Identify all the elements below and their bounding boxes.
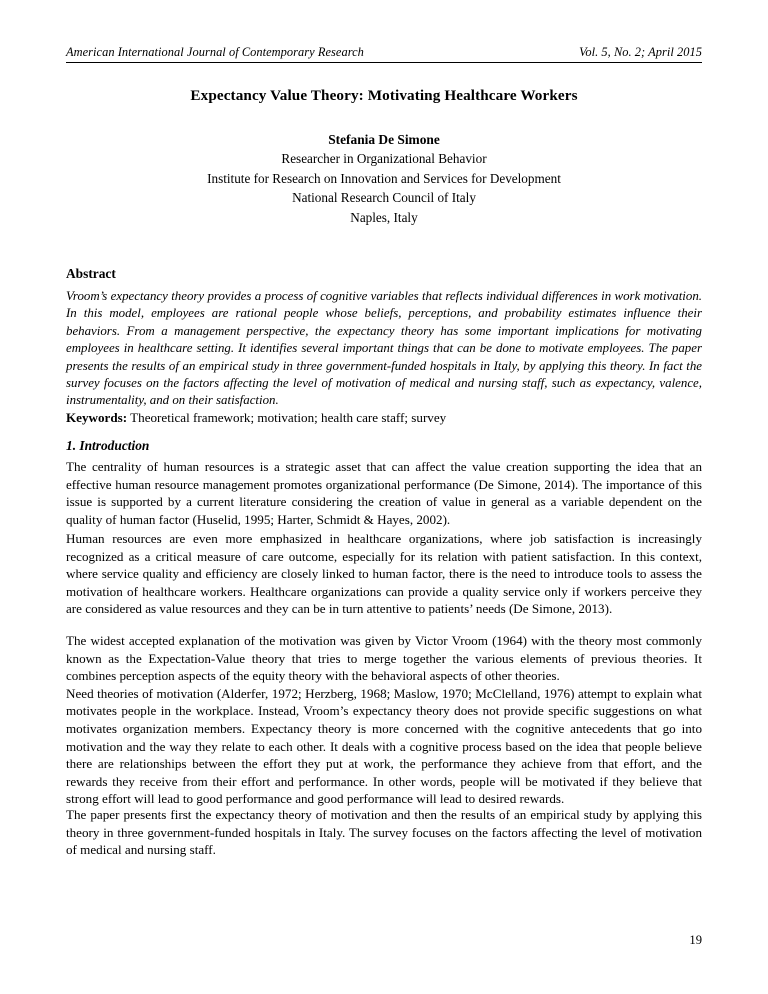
author-location: Naples, Italy [350,209,418,225]
keywords-line [66,409,702,427]
intro-paragraph-3 [66,632,702,808]
page-number: 19 [689,933,702,947]
author-name: Stefania De Simone [328,132,440,147]
paragraph-text: The centrality of human resources is a strategic asset that can affect the value creation supporting the idea that an effective human resource management promotes organizational performance (De Simone, 2014). The importance of this issue is supported by a current literature considering the creation of value in general as a variable dependent on the quality of human factor (Huselid, 1995; Harter, Schmidt & Hayes, 2002). [66,459,702,527]
author-organization: National Research Council of Italy [292,190,476,206]
abstract-heading: Abstract [66,266,116,281]
intro-paragraph-1 [66,458,702,528]
page-title: Expectancy Value Theory: Motivating Healthcare Workers [190,87,578,104]
running-head [66,45,702,63]
abstract-paragraph: Vroom’s expectancy theory provides a process of cognitive variables that reflects individual differences in work motivation. In this model, employees are rational people whose beliefs, perceptions, and probability estimates influence their behaviors. From a management perspective, the expectancy theory has some important implications for motivating employees in healthcare setting. It identifies several important things that can be done to motivate employees. The paper presents the results of an empirical study in three government-funded hospitals in Italy, by applying this theory. In fact the survey focuses on the factors affecting the level of motivation of medical and nursing staff, such as expectancy, valence, instrumentality, and on their satisfaction. [66,289,702,408]
paragraph-text: Human resources are even more emphasized in healthcare organizations, where job satisfaction is increasingly recognized as a critical measure of care outcome, especially for its relation with patient satisfaction. In this context, where service quality and efficiency are closely linked to human factor, there is the need to introduce tools to assess the motivation of healthcare workers. Healthcare organizations can provide a quality service only if workers perceive they are considered as value resources and they can be in turn attentive to patients’ needs (De Simone, 2013). [66,531,702,617]
intro-paragraph-2 [66,530,702,618]
keywords-value: Theoretical framework; motivation; health care staff; survey [127,410,447,425]
abstract-body [66,288,702,410]
author-block [66,130,702,227]
intro-paragraph-4 [66,806,702,859]
title-block [66,86,702,106]
paragraph-text: Need theories of motivation (Alderfer, 1972; Herzberg, 1968; Maslow, 1970; McClelland, 1976) attempt to explain what motivates people in the workplace. Instead, Vroom’s expectancy theory does not provide specific suggestions on what motivates organization members. Expectancy theory is more concerned with the cognitive antecedents that go into motivation and the way they relate to each other. It deals with a cognitive process based on the idea that people believe there are relationships between the effort they put at work, the performance they achieve from that effort, and the rewards they receive from their effort and performance. In other words, people will be motivated if they believe that strong effort will lead to good performance and good performance will lead to desired rewards. [66,685,702,807]
keywords-label: Keywords: [66,410,128,425]
section-heading-introduction: 1. Introduction [66,438,150,453]
author-institute: Institute for Research on Innovation and Services for Development [207,170,561,186]
keywords-paragraph [66,409,702,427]
paragraph-text: The widest accepted explanation of the motivation was given by Victor Vroom (1964) with the theory most commonly known as the Expectation-Value theory that tries to merge together the various elements of previous theories. It combines perception aspects of the equity theory with the behavioral aspects of other theories. [66,633,702,684]
paragraph-text: The paper presents first the expectancy theory of motivation and then the results of an empirical study by applying this theory in three government-funded hospitals in Italy. The survey focuses on the factors affecting the level of motivation of medical and nursing staff. [66,807,702,858]
running-head-issue: Vol. 5, No. 2; April 2015 [579,45,702,59]
running-head-journal: American International Journal of Contemporary Research [66,45,364,59]
author-role: Researcher in Organizational Behavior [281,151,487,167]
